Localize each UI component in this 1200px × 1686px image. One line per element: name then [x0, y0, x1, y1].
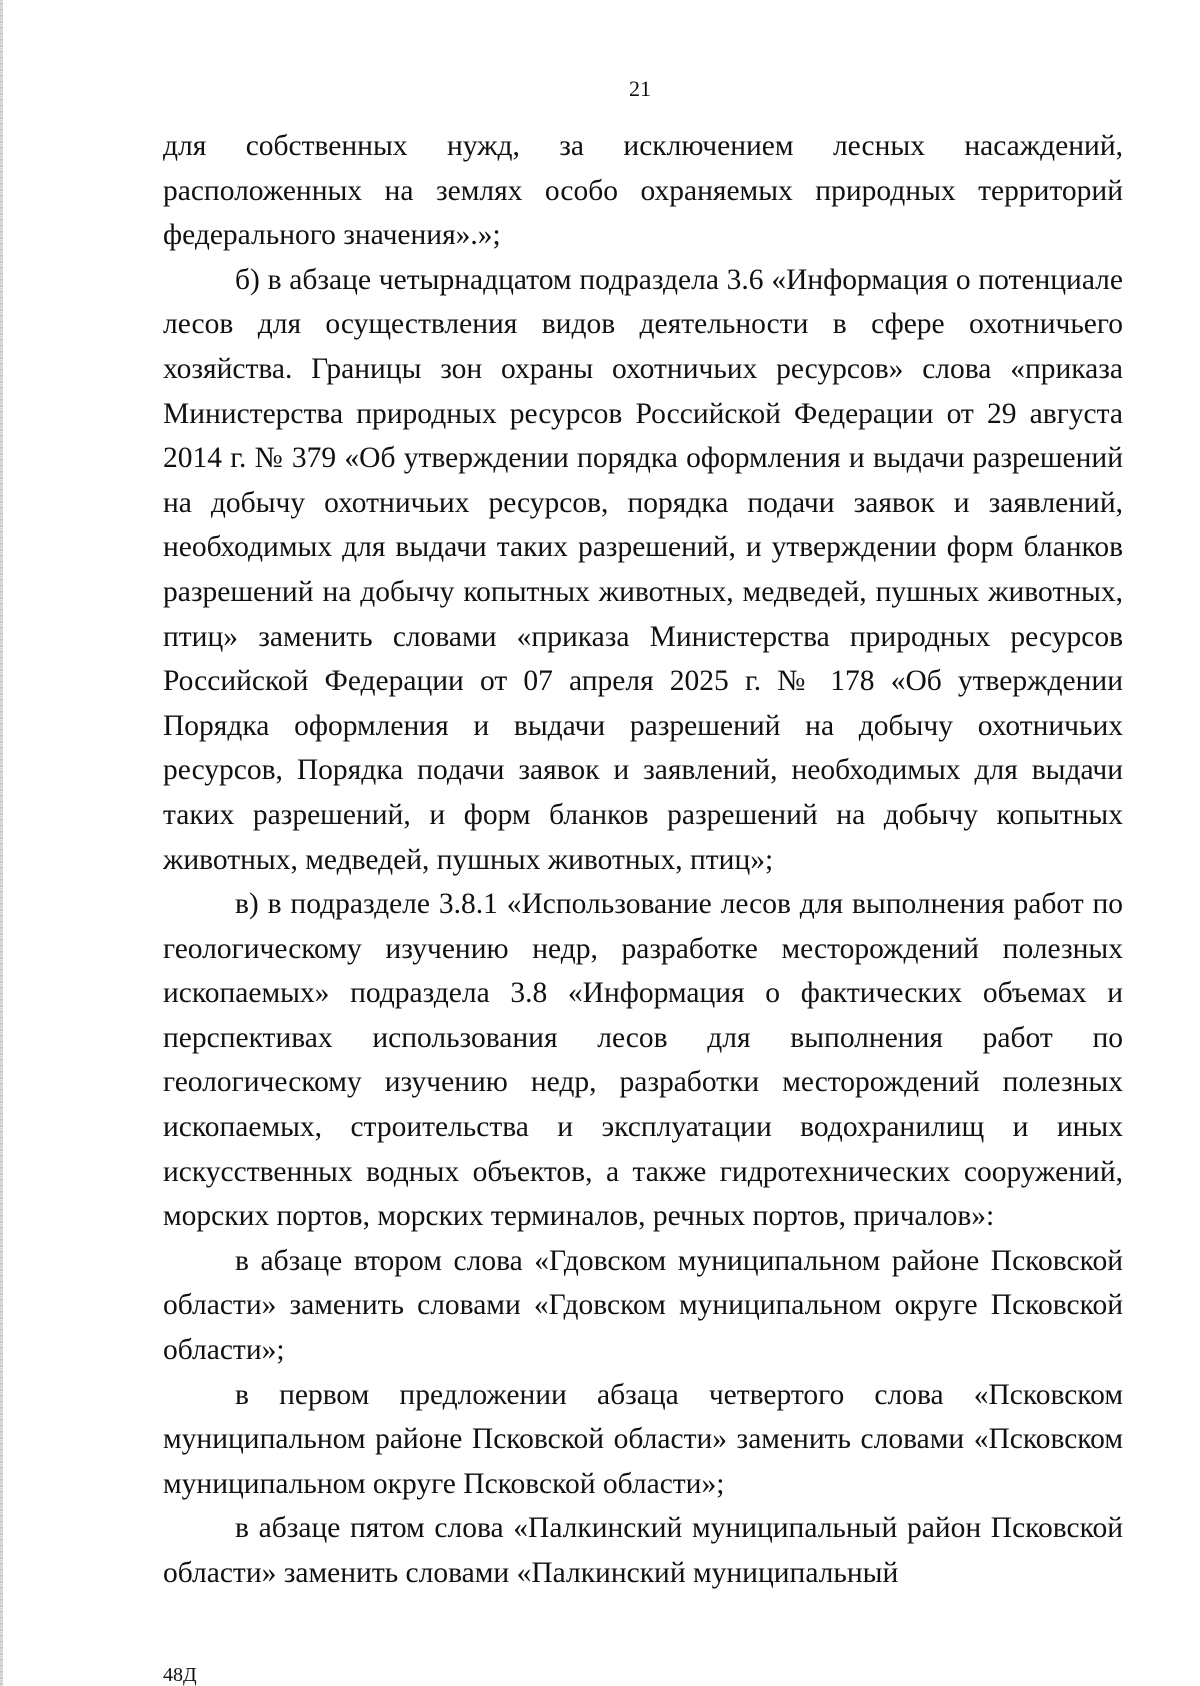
scan-edge — [0, 0, 3, 1686]
paragraph-palkino: в абзаце пятом слова «Палкинский муниципальный район Псковской области» заменить словами «Палкинский муниципальный — [163, 1512, 1123, 1589]
footer-code: 48Д — [163, 1664, 197, 1686]
page-number: 21 — [629, 76, 651, 101]
paragraph-item-v: в) в подразделе 3.8.1 «Использование лесов для выполнения работ по геологическому изучению недр, разработке месторождений полезных ископаемых» подраздела 3.8 «Информация о фактических объемах и перспективах использования лесов для выполнения работ по геологическому изучению недр, разработки месторождений полезных ископаемых, строительства и эксплуатации водохранилищ и иных искусственных водных объектов, а также гидротехнических сооружений, морских портов, морских терминалов, речных портов, причалов»: — [163, 888, 1123, 1233]
paragraph-item-b: б) в абзаце четырнадцатом подраздела 3.6 «Информация о потенциале лесов для осуществления видов деятельности в сфере охотничьего хозяйства. Границы зон охраны охотничьих ресурсов» слова «приказа Министерства природных ресурсов Российской Федерации от 29 августа 2014 г. № 379 «Об утверждении порядка оформления и выдачи разрешений на добычу охотничьих ресурсов, порядка подачи заявок и заявлений, необходимых для выдачи таких разрешений, и утверждении форм бланков разрешений на добычу копытных животных, медведей, пушных животных, птиц» заменить словами «приказа Министерства природных ресурсов Российской Федерации от 07 апреля 2025 г. № 178 «Об утверждении Порядка оформления и выдачи разрешений на добычу охотничьих ресурсов, Порядка подачи заявок и заявлений, необходимых для выдачи таких разрешений, и форм бланков разрешений на добычу копытных животных, медведей, пушных животных, птиц»; — [163, 263, 1123, 876]
paragraph-gdov: в абзаце втором слова «Гдовском муниципальном районе Псковской области» заменить словами «Гдовском муниципальном округе Псковской области»; — [163, 1244, 1123, 1367]
paragraph-continuation: для собственных нужд, за исключением лесных насаждений, расположенных на землях особо охраняемых природных территорий федерального значения».»; — [163, 130, 1123, 252]
paragraph-pskov: в первом предложении абзаца четвертого слова «Псковском муниципальном районе Псковской области» заменить словами «Псковском муниципальном округе Псковской области»; — [163, 1378, 1123, 1500]
document-body — [163, 124, 1123, 1596]
